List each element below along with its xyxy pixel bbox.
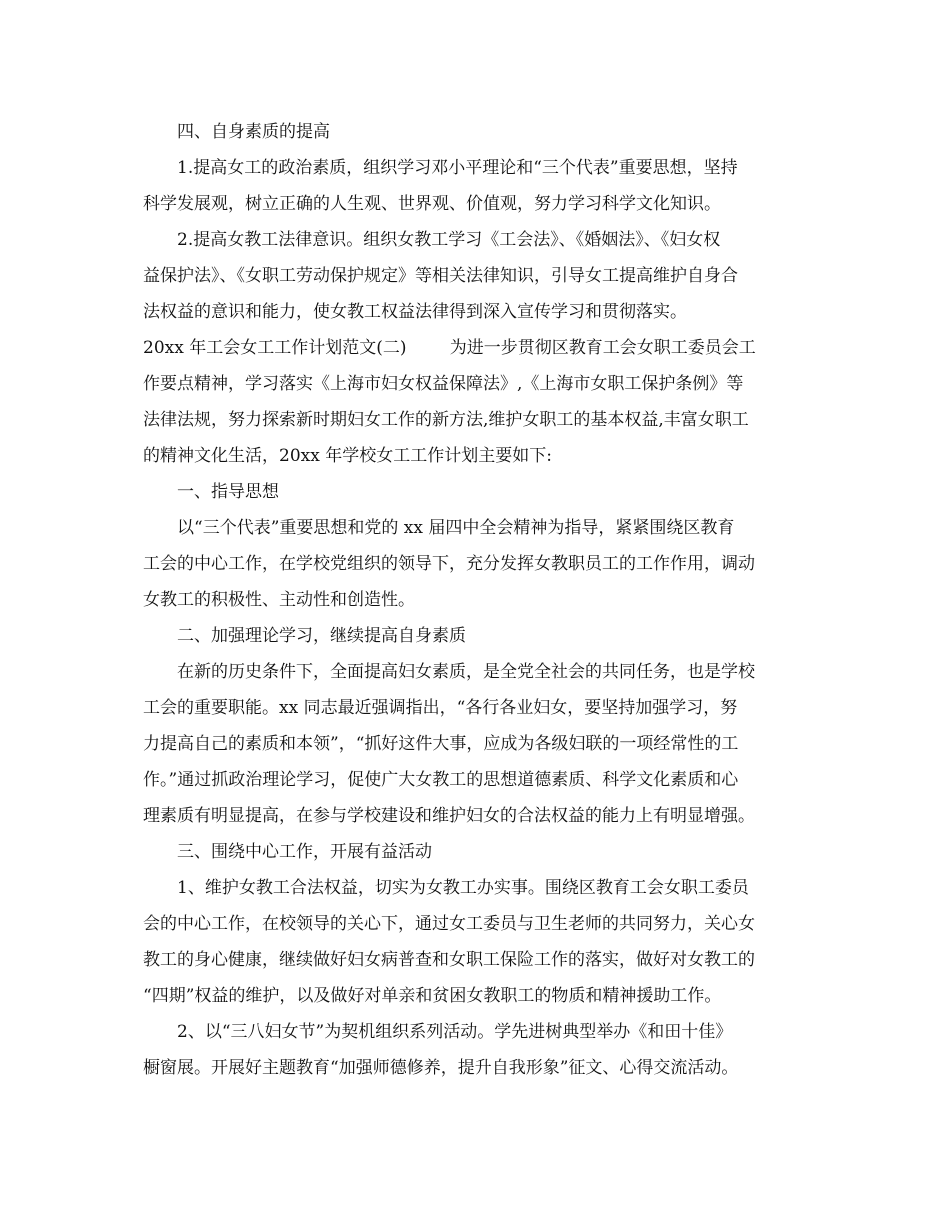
paragraph-line: 工会的重要职能。xx 同志最近强调指出，“各行各业妇女，要坚持加强学习，努	[143, 698, 738, 718]
paragraph-line: 2、以“三八妇女节”为契机组织系列活动。学先进树典型举办《和田十佳》	[177, 1022, 733, 1042]
section-heading-2: 二、加强理论学习，继续提高自身素质	[177, 626, 466, 646]
paragraph-line: 作要点精神，学习落实《上海市妇女权益保障法》,《上海市女职工保护条例》等	[143, 374, 744, 394]
paragraph-line: 的精神文化生活，20xx 年学校女工工作计划主要如下:	[143, 446, 552, 466]
section-heading-4: 四、自身素质的提高	[177, 122, 330, 142]
paragraph-line: 力提高自己的素质和本领”，“抓好这件大事，应成为各级妇联的一项经常性的工	[143, 734, 739, 754]
section-heading-1: 一、指导思想	[177, 482, 279, 502]
paragraph-line: 教工的身心健康，继续做好妇女病普查和女职工保险工作的落实，做好对女教工的	[143, 950, 755, 970]
paragraph-line: 2.提高女教工法律意识。组织女教工学习《工会法》、《婚姻法》、《妇女权	[177, 230, 721, 250]
paragraph-line: 益保护法》、《女职工劳动保护规定》等相关法律知识，引导女工提高维护自身合	[143, 266, 738, 286]
paragraph-line: 法律法规，努力探索新时期妇女工作的新方法,维护女职工的基本权益,丰富女职工	[143, 410, 749, 430]
paragraph-line: 1、维护女教工合法权益，切实为女教工办实事。围绕区教育工会女职工委员	[177, 878, 749, 898]
paragraph-line: 法权益的意识和能力，使女教工权益法律得到深入宣传学习和贯彻落实。	[143, 302, 687, 322]
paragraph-line: 1.提高女工的政治素质，组织学习邓小平理论和“三个代表”重要思想，坚持	[177, 158, 738, 178]
paragraph-line: 以“三个代表”重要思想和党的 xx 届四中全会精神为指导，紧紧围绕区教育	[177, 518, 735, 538]
paragraph-line: 工会的中心工作，在学校党组织的领导下，充分发挥女教职员工的工作作用，调动	[143, 554, 755, 574]
paragraph-line: 在新的历史条件下，全面提高妇女素质，是全党全社会的共同任务，也是学校	[177, 662, 755, 682]
section-heading-3: 三、围绕中心工作，开展有益活动	[177, 842, 432, 862]
paragraph-line: 科学发展观，树立正确的人生观、世界观、价值观，努力学习科学文化知识。	[143, 194, 721, 214]
paragraph-line: 橱窗展。开展好主题教育“加强师德修养，提升自我形象”征文、心得交流活动。	[143, 1058, 739, 1078]
paragraph-line: 女教工的积极性、主动性和创造性。	[143, 590, 415, 610]
paragraph-line: 会的中心工作，在校领导的关心下，通过女工委员与卫生老师的共同努力，关心女	[143, 914, 755, 934]
paragraph-line: “四期”权益的维护，以及做好对单亲和贫困女教职工的物质和精神援助工作。	[143, 986, 722, 1006]
paragraph-line: 作。”通过抓政治理论学习，促使广大女教工的思想道德素质、科学文化素质和心	[143, 770, 739, 790]
paragraph-line: 理素质有明显提高，在参与学校建设和维护妇女的合法权益的能力上有明显增强。	[143, 806, 755, 826]
paragraph-line: 20xx 年工会女工工作计划范文(二) 为进一步贯彻区教育工会女职工委员会工	[143, 338, 756, 358]
